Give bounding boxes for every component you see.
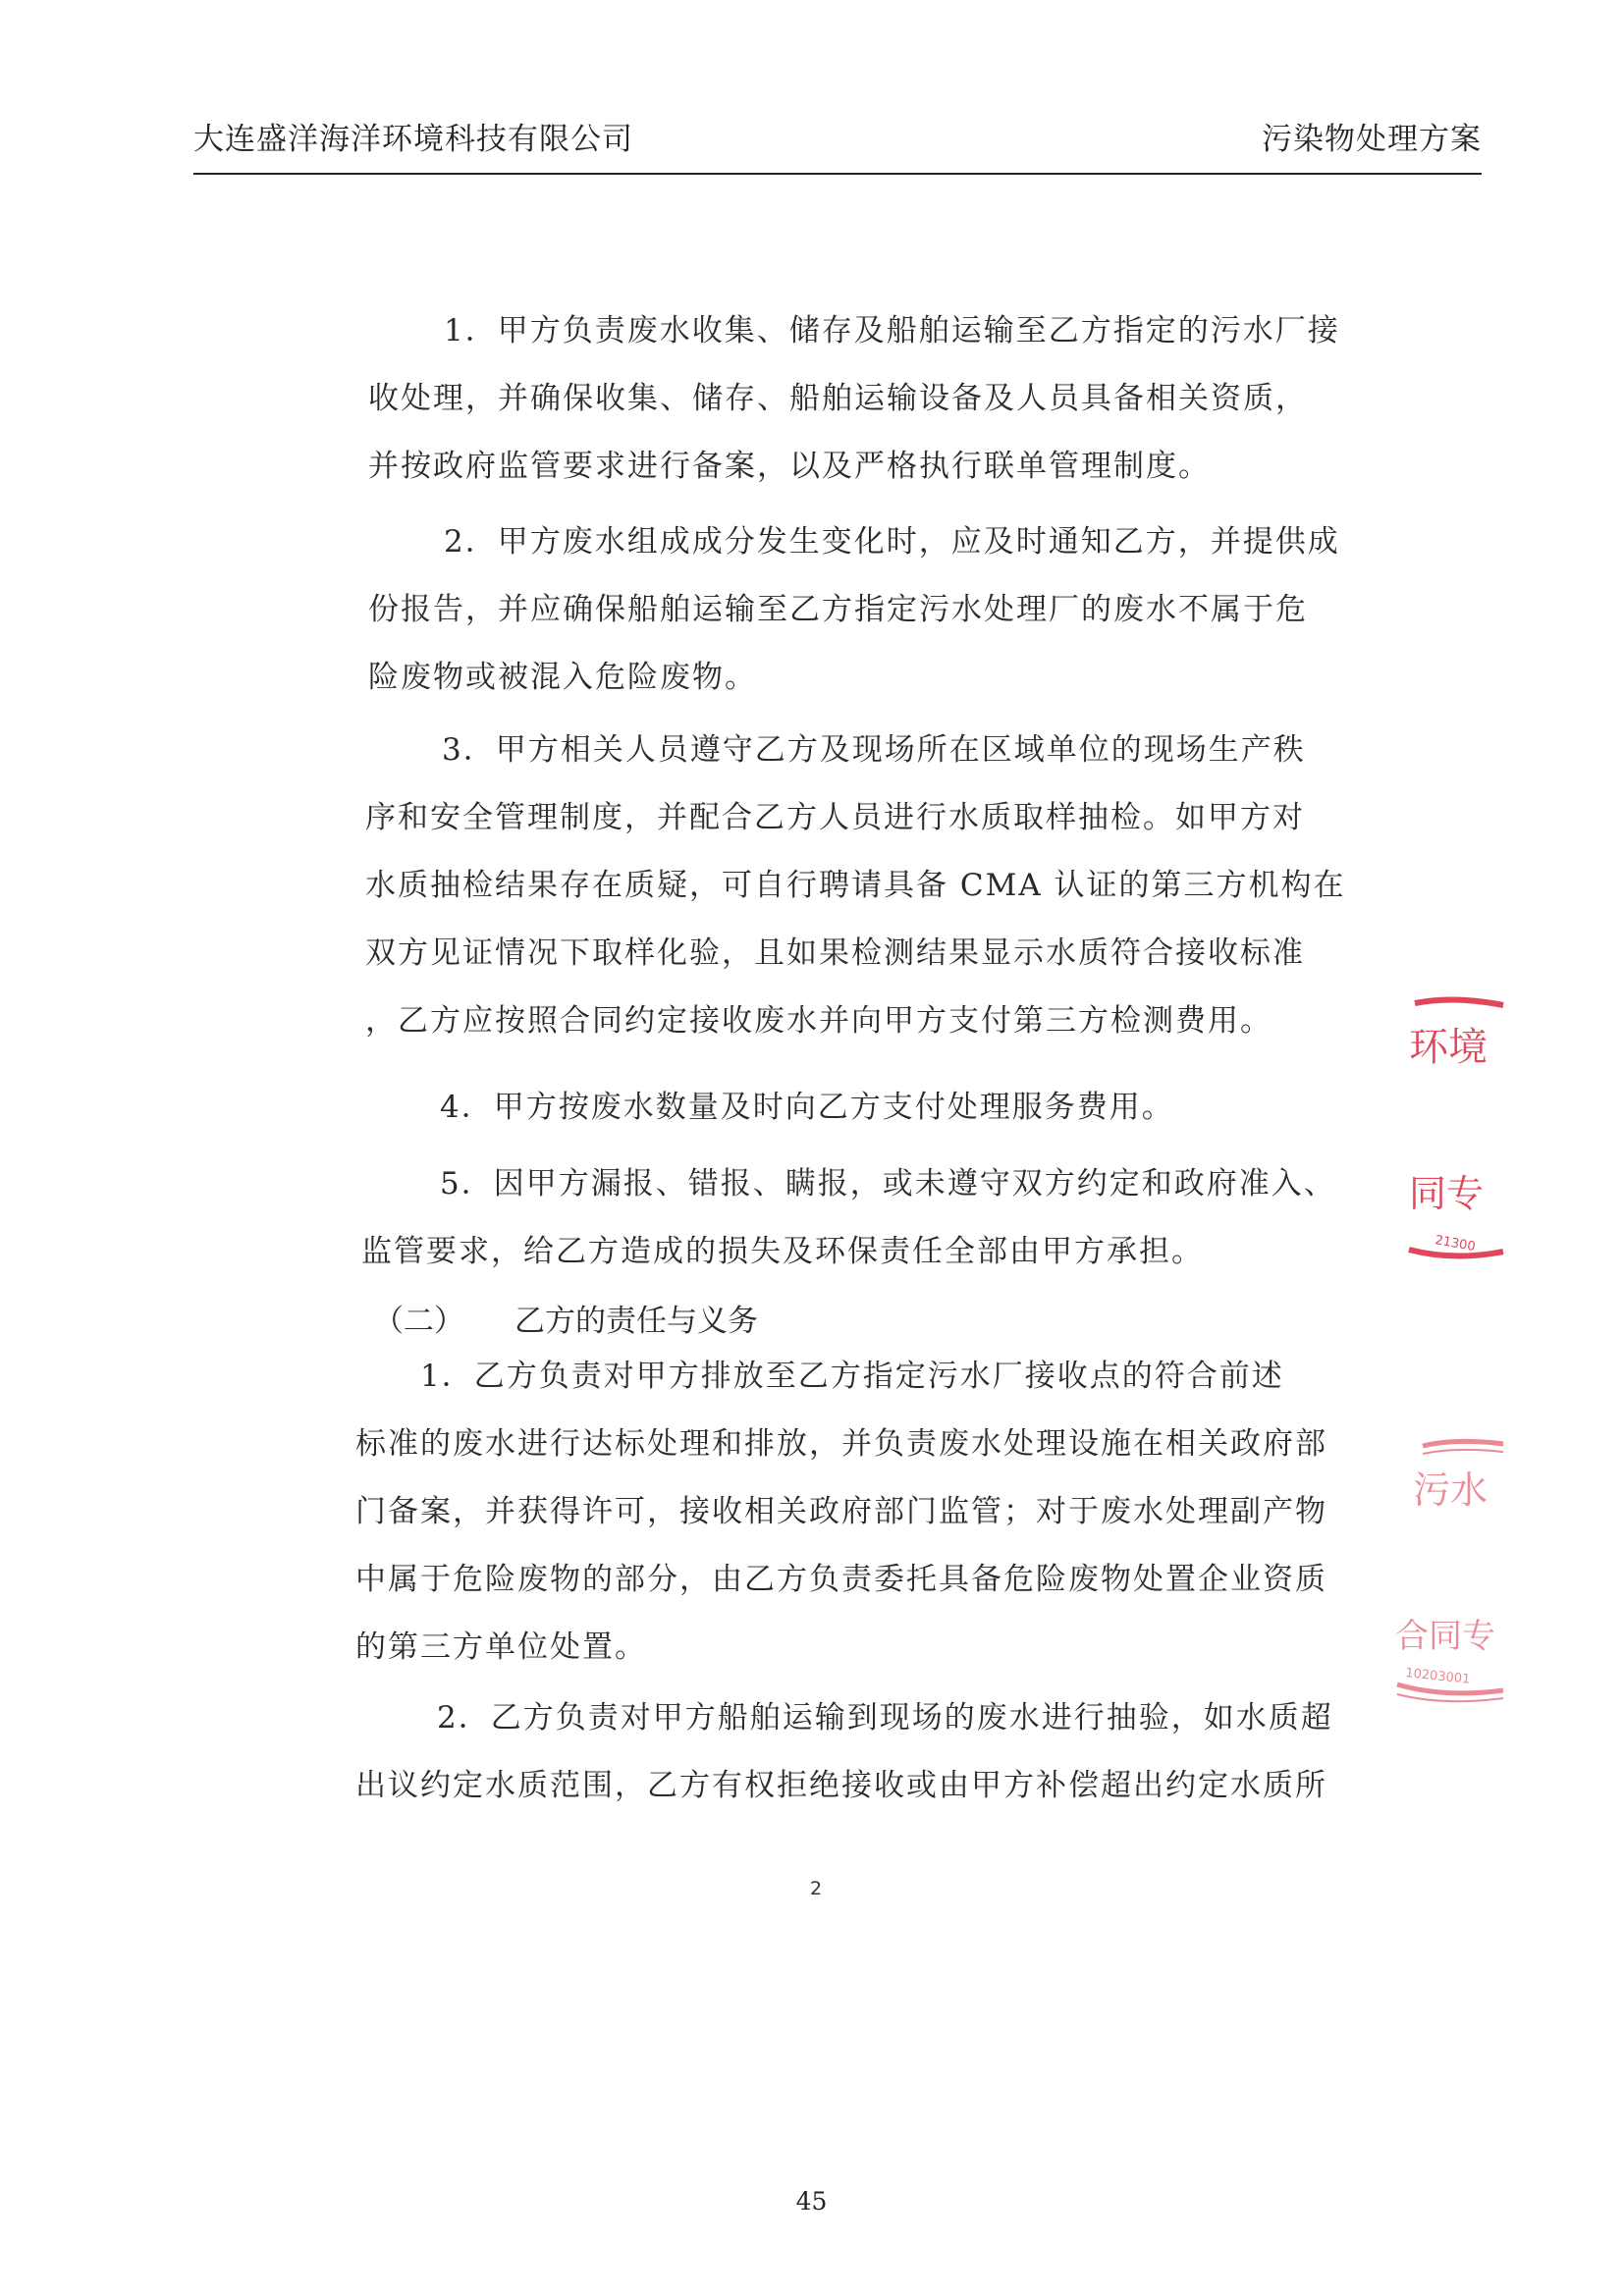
text-line: 2．乙方负责对甲方船舶运输到现场的废水进行抽验，如水质超 bbox=[437, 1700, 1333, 1735]
paragraph-party-b-2-cont bbox=[355, 1752, 1327, 1820]
section-heading bbox=[373, 1296, 1159, 1345]
seal-stamp bbox=[1395, 1163, 1484, 1266]
text-line: 1．甲方负责废水收集、储存及船舶运输至乙方指定的污水厂接 bbox=[444, 313, 1340, 348]
seal-text: 污水 bbox=[1413, 1468, 1488, 1512]
text-line: 标准的废水进行达标处理和排放，并负责废水处理设施在相关政府部 bbox=[355, 1426, 1327, 1462]
text-line: 4．甲方按废水数量及时向乙方支付处理服务费用。 bbox=[440, 1090, 1174, 1125]
paragraph-party-a-2 bbox=[444, 508, 1340, 576]
seal-code: 10203001 bbox=[1404, 1666, 1471, 1687]
text-line: 中属于危险废物的部分，由乙方负责委托具备危险废物处置企业资质 bbox=[355, 1562, 1327, 1597]
text-line: 2．甲方废水组成成分发生变化时，应及时通知乙方，并提供成 bbox=[444, 524, 1340, 560]
seal-stamp bbox=[1395, 991, 1488, 1090]
seal-text: 同专 bbox=[1409, 1172, 1485, 1215]
inner-page-number: 2 bbox=[810, 1878, 823, 1899]
text-line: 3．甲方相关人员遵守乙方及现场所在区域单位的现场生产秩 bbox=[442, 732, 1306, 768]
seal-stamp bbox=[1395, 1600, 1495, 1708]
text-line: ，乙方应按照合同约定接收废水并向甲方支付第三方检测费用。 bbox=[365, 1003, 1272, 1039]
company-name: 大连盛洋海洋环境科技有限公司 bbox=[193, 122, 633, 157]
page-number: 45 bbox=[795, 2187, 828, 2216]
seal-stamp bbox=[1395, 1438, 1488, 1526]
text-line: 监管要求，给乙方造成的损失及环保责任全部由甲方承担。 bbox=[361, 1234, 1204, 1269]
page-header bbox=[193, 110, 1482, 175]
paragraph-party-a-1-cont bbox=[368, 365, 1308, 501]
paragraph-party-b-2 bbox=[437, 1684, 1333, 1752]
text-line: 门备案，并获得许可，接收相关政府部门监管；对于废水处理副产物 bbox=[355, 1494, 1327, 1529]
paragraph-party-a-2-cont bbox=[368, 576, 1308, 712]
text-line: 水质抽检结果存在质疑，可自行聘请具备 CMA 认证的第三方机构在 bbox=[365, 868, 1346, 903]
text-line: 5．因甲方漏报、错报、瞒报，或未遵守双方约定和政府准入、 bbox=[440, 1166, 1336, 1201]
paragraph-party-b-1 bbox=[420, 1343, 1284, 1411]
text-line: 份报告，并应确保船舶运输至乙方指定污水处理厂的废水不属于危 bbox=[368, 592, 1308, 627]
paragraph-party-a-3-cont bbox=[365, 784, 1346, 1055]
paragraph-party-a-1 bbox=[444, 297, 1340, 365]
seal-text: 合同专 bbox=[1395, 1617, 1495, 1656]
seal-text: 环境 bbox=[1409, 1025, 1488, 1070]
text-line: 序和安全管理制度，并配合乙方人员进行水质取样抽检。如甲方对 bbox=[365, 800, 1305, 835]
paragraph-party-a-5 bbox=[440, 1150, 1336, 1218]
text-line: 双方见证情况下取样化验，且如果检测结果显示水质符合接收标准 bbox=[365, 935, 1305, 971]
seal-code: 21300 bbox=[1434, 1233, 1477, 1255]
document-title: 污染物处理方案 bbox=[1262, 122, 1482, 157]
section-title: 乙方的责任与义务 bbox=[514, 1304, 758, 1339]
paragraph-party-a-4 bbox=[440, 1074, 1284, 1142]
paragraph-party-b-1-cont bbox=[355, 1411, 1327, 1682]
text-line: 1．乙方负责对甲方排放至乙方指定污水厂接收点的符合前述 bbox=[420, 1359, 1284, 1394]
text-line: 收处理，并确保收集、储存、船舶运输设备及人员具备相关资质， bbox=[368, 381, 1308, 416]
text-line: 并按政府监管要求进行备案，以及严格执行联单管理制度。 bbox=[368, 449, 1211, 484]
paragraph-party-a-3 bbox=[442, 717, 1306, 784]
text-line: 的第三方单位处置。 bbox=[355, 1629, 647, 1665]
text-line: 险废物或被混入危险废物。 bbox=[368, 660, 757, 695]
section-number: （二） bbox=[373, 1304, 464, 1339]
paragraph-party-a-5-cont bbox=[361, 1218, 1284, 1286]
text-line: 出议约定水质范围，乙方有权拒绝接收或由甲方补偿超出约定水质所 bbox=[355, 1768, 1327, 1803]
